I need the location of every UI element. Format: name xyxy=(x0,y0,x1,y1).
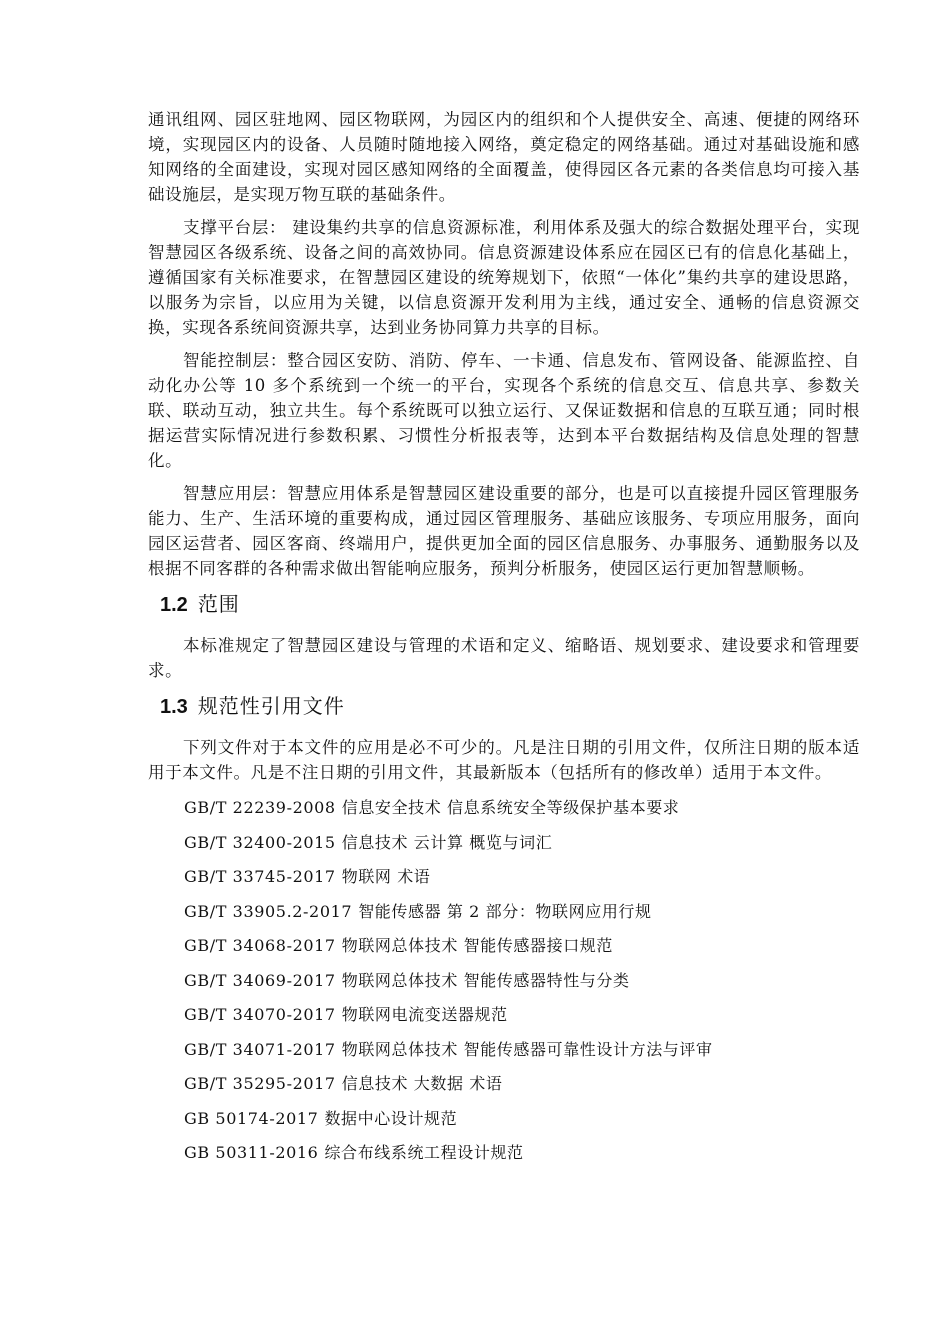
reference-code: GB/T 33905.2-2017 xyxy=(184,901,353,921)
section-title: 规范性引用文件 xyxy=(197,696,345,718)
reference-code: GB/T 34070-2017 xyxy=(184,1005,336,1024)
reference-item xyxy=(184,795,860,820)
reference-item xyxy=(184,1140,860,1165)
reference-title: 数据中心设计规范 xyxy=(324,1108,458,1128)
paragraph-references-intro: 下列文件对于本文件的应用是必不可少的。凡是注日期的引用文件，仅所注日期的版本适用于本文件。凡是不注日期的引用文件，其最新版本（包括所有的修改单）适用于本文件。 xyxy=(148,738,860,782)
reference-title: 信息技术 大数据 术语 xyxy=(341,1074,503,1093)
section-number: 1.3 xyxy=(160,696,188,718)
reference-item xyxy=(184,899,860,924)
reference-title: 信息安全技术 信息系统安全等级保护基本要求 xyxy=(341,798,680,817)
reference-title: 物联网 术语 xyxy=(341,867,431,886)
reference-code: GB/T 33745-2017 xyxy=(184,867,336,886)
reference-code: GB/T 34069-2017 xyxy=(184,970,336,990)
reference-title: 信息技术 云计算 概览与词汇 xyxy=(341,832,553,852)
reference-title: 综合布线系统工程设计规范 xyxy=(324,1143,524,1162)
reference-list xyxy=(148,795,860,1165)
reference-code: GB 50311-2016 xyxy=(184,1143,319,1162)
section-heading-normative-references xyxy=(160,691,860,723)
reference-item xyxy=(184,968,860,993)
reference-item xyxy=(184,1037,860,1062)
reference-title: 智能传感器 第 2 部分：物联网应用行规 xyxy=(358,901,652,921)
paragraph-scope: 本标准规定了智慧园区建设与管理的术语和定义、缩略语、规划要求、建设要求和管理要求。 xyxy=(148,636,860,680)
reference-item xyxy=(184,933,860,958)
reference-item xyxy=(184,830,860,855)
reference-title: 物联网总体技术 智能传感器接口规范 xyxy=(341,936,614,955)
reference-code: GB 50174-2017 xyxy=(184,1108,319,1128)
reference-title: 物联网总体技术 智能传感器特性与分类 xyxy=(341,970,630,990)
reference-title: 物联网电流变送器规范 xyxy=(341,1005,508,1024)
section-heading-scope xyxy=(160,589,860,621)
paragraph-support-platform: 支撑平台层： 建设集约共享的信息资源标准，利用体系及强大的综合数据处理平台，实现智慧园区各级系统、设备之间的高效协同。信息资源建设体系应在园区已有的信息化基础上，遵循国家有关标准要求，在智慧园区建设的统筹规划下，依照“一体化”集约共享的建设思路，以服务为宗旨，以应用为关键，以信息资源开发利用为主线，通过安全、通畅的信息资源交换，实现各系统间资源共享，达到业务协同算力共享的目标。 xyxy=(148,218,860,337)
paragraph-intelligent-control: 智能控制层：整合园区安防、消防、停车、一卡通、信息发布、管网设备、能源监控、自动化办公等 10 多个系统到一个统一的平台，实现各个系统的信息交互、信息共享、参数关联、联动互动，独立共生。每个系统既可以独立运行、又保证数据和信息的互联互通；同时根据运营实际情况进行参数积累、习惯性分析报表等，达到本平台数据结构及信息处理的智慧化。 xyxy=(148,351,860,470)
reference-code: GB/T 22239-2008 xyxy=(184,798,336,817)
reference-code: GB/T 34071-2017 xyxy=(184,1039,336,1059)
reference-title: 物联网总体技术 智能传感器可靠性设计方法与评审 xyxy=(341,1039,713,1059)
reference-item xyxy=(184,1071,860,1096)
reference-code: GB/T 32400-2015 xyxy=(184,832,336,852)
document-page xyxy=(148,107,860,1175)
section-title: 范围 xyxy=(197,594,240,616)
paragraph-smart-application: 智慧应用层：智慧应用体系是智慧园区建设重要的部分，也是可以直接提升园区管理服务能力、生产、生活环境的重要构成，通过园区管理服务、基础应该服务、专项应用服务，面向园区运营者、园区客商、终端用户，提供更加全面的园区信息服务、办事服务、通勤服务以及根据不同客群的各种需求做出智能响应服务，预判分析服务，使园区运行更加智慧顺畅。 xyxy=(148,484,860,578)
reference-item xyxy=(184,864,860,889)
reference-code: GB/T 34068-2017 xyxy=(184,936,336,955)
paragraph-infrastructure: 通讯组网、园区驻地网、园区物联网，为园区内的组织和个人提供安全、高速、便捷的网络环境，实现园区内的设备、人员随时随地接入网络，奠定稳定的网络基础。通过对基础设施和感知网络的全面建设，实现对园区感知网络的全面覆盖，使得园区各元素的各类信息均可接入基础设施层，是实现万物互联的基础条件。 xyxy=(148,110,860,204)
section-number: 1.2 xyxy=(160,594,188,616)
reference-code: GB/T 35295-2017 xyxy=(184,1074,336,1093)
reference-item xyxy=(184,1002,860,1027)
reference-item xyxy=(184,1106,860,1131)
